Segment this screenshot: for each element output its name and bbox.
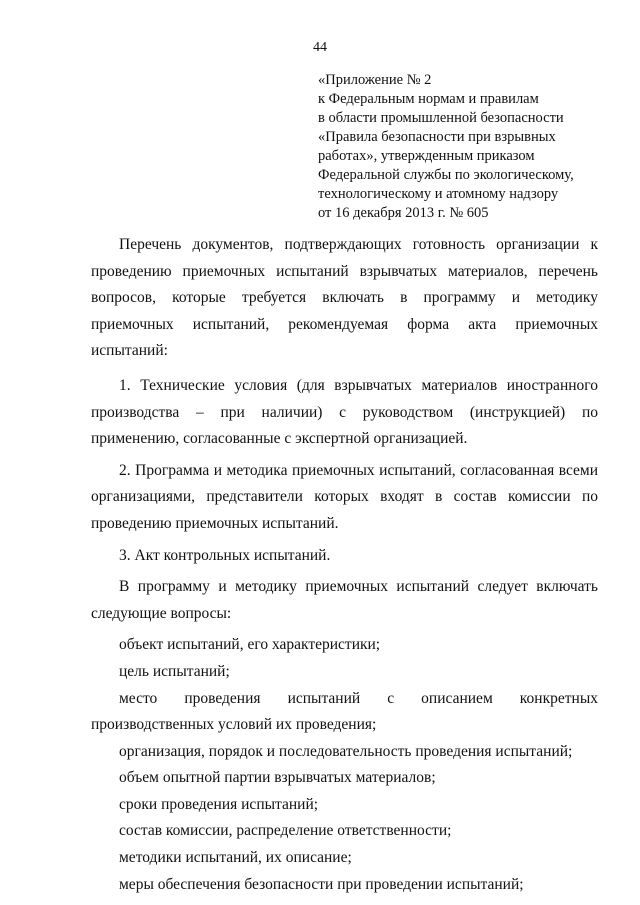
list-item: место проведения испытаний с описанием конкретных производственных условий их проведения; xyxy=(91,689,598,734)
list-item: объект испытаний, его характеристики; xyxy=(119,636,381,654)
list-item: организация, порядок и последовательность проведения испытаний; xyxy=(119,742,573,760)
paragraph-2: 2. Программа и методика приемочных испытаний, согласованная всеми организациями, представители которых входят в состав комиссии по проведению приемочных испытаний. xyxy=(91,461,598,532)
appendix-line: к Федеральным нормам и правилам xyxy=(318,91,539,107)
paragraph-4: В программу и методику приемочных испытаний следует включать следующие вопросы: xyxy=(91,578,598,622)
paragraph-3: 3. Акт контрольных испытаний. xyxy=(119,546,331,564)
appendix-line: «Правила безопасности при взрывных xyxy=(318,129,556,145)
appendix-header xyxy=(318,71,618,223)
list-item: цель испытаний; xyxy=(119,662,230,680)
list-item: состав комиссии, распределение ответственности; xyxy=(119,822,452,840)
paragraph-1: 1. Технические условия (для взрывчатых материалов иностранного производства – при наличии) с руководством (инструкцией) по применению, согласованные с экспертной организацией. xyxy=(91,376,598,448)
appendix-line: от 16 декабря 2013 г. № 605 xyxy=(318,205,489,221)
page-number: 44 xyxy=(313,40,327,55)
list-item: сроки проведения испытаний; xyxy=(119,795,319,813)
appendix-line: технологическому и атомному надзору xyxy=(318,186,559,202)
appendix-line: «Приложение № 2 xyxy=(318,72,432,88)
intro-paragraph: Перечень документов, подтверждающих готовность организации к проведению приемочных испытаний взрывчатых материалов, перечень вопросов, которые требуется включать в программу и методику приемочных испытаний, рекомендуемая форма акта приемочных испытаний: xyxy=(91,236,598,360)
appendix-line: в области промышленной безопасности xyxy=(318,110,564,126)
appendix-line: Федеральной службы по экологическому, xyxy=(318,167,574,183)
list-item: меры обеспечения безопасности при проведении испытаний; xyxy=(119,875,524,893)
list-item: объем опытной партии взрывчатых материалов; xyxy=(119,769,436,787)
appendix-line: работах», утвержденным приказом xyxy=(318,148,535,164)
list-item: методики испытаний, их описание; xyxy=(119,849,352,867)
document-body xyxy=(91,232,598,898)
